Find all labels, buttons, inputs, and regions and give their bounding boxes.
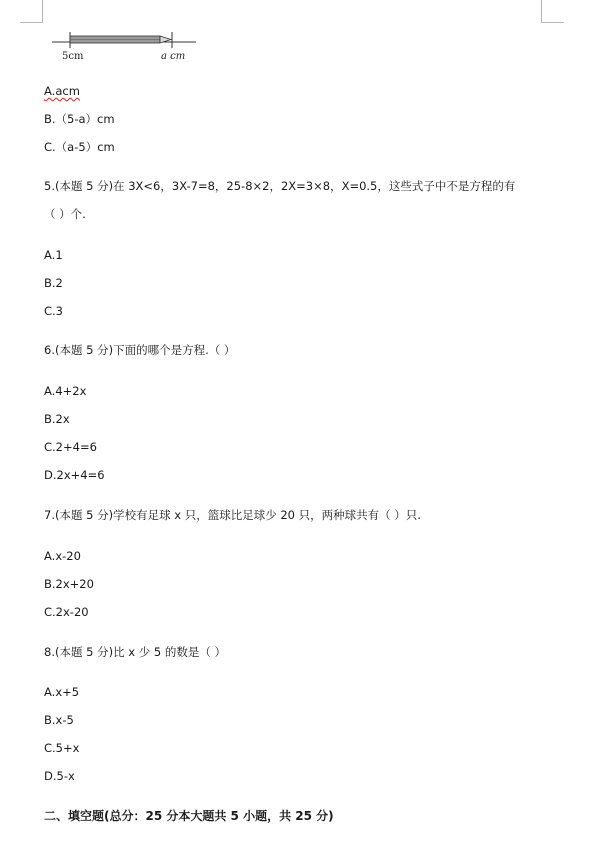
q7-option-a: A.x-20	[44, 549, 81, 563]
q8-stem: 8.(本题 5 分)比 x 少 5 的数是（ ）	[44, 645, 226, 659]
q8-option-a: A.x+5	[44, 685, 80, 699]
q5-option-a: A.1	[44, 248, 63, 262]
figure-label-right: a cm	[161, 51, 186, 62]
q7-option-c: C.2x-20	[44, 605, 89, 619]
q4-option-a-text: A.acm	[44, 84, 80, 98]
q5-stem-line2: （ ）个.	[44, 207, 86, 221]
figure-label-left: 5cm	[62, 51, 84, 62]
crop-mark-top-right-h	[541, 22, 564, 23]
section2-heading: 二、填空题(总分：25 分本大题共 5 小题，共 25 分)	[44, 809, 334, 823]
q8-option-b: B.x-5	[44, 713, 74, 727]
q6-option-a: A.4+2x	[44, 384, 87, 398]
q5-option-b: B.2	[44, 276, 63, 290]
q4-option-b: B.（5-a）cm	[44, 112, 115, 126]
pencil-icon	[70, 36, 171, 43]
q6-option-b: B.2x	[44, 412, 70, 426]
q6-stem: 6.(本题 5 分)下面的哪个是方程.（ ）	[44, 343, 236, 357]
q4-option-a	[44, 84, 80, 98]
crop-mark-top-left-v	[42, 0, 43, 22]
pencil-ruler-figure	[50, 26, 200, 66]
q6-option-c: C.2+4=6	[44, 440, 97, 454]
crop-mark-top-left-h	[20, 22, 43, 23]
q6-option-d: D.2x+4=6	[44, 468, 105, 482]
q8-option-c: C.5+x	[44, 741, 80, 755]
q5-option-c: C.3	[44, 304, 64, 318]
q5-stem-line1: 5.(本题 5 分)在 3X<6，3X-7=8，25-8×2，2X=3×8，X=0.5，这些式子中不是方程的有	[44, 179, 516, 193]
q8-option-d: D.5-x	[44, 769, 75, 783]
q4-option-c: C.（a-5）cm	[44, 140, 115, 154]
q7-option-b: B.2x+20	[44, 577, 94, 591]
q7-stem: 7.(本题 5 分)学校有足球 x 只，篮球比足球少 20 只，两种球共有（ ）只.	[44, 508, 421, 522]
crop-mark-top-right-v	[541, 0, 542, 22]
